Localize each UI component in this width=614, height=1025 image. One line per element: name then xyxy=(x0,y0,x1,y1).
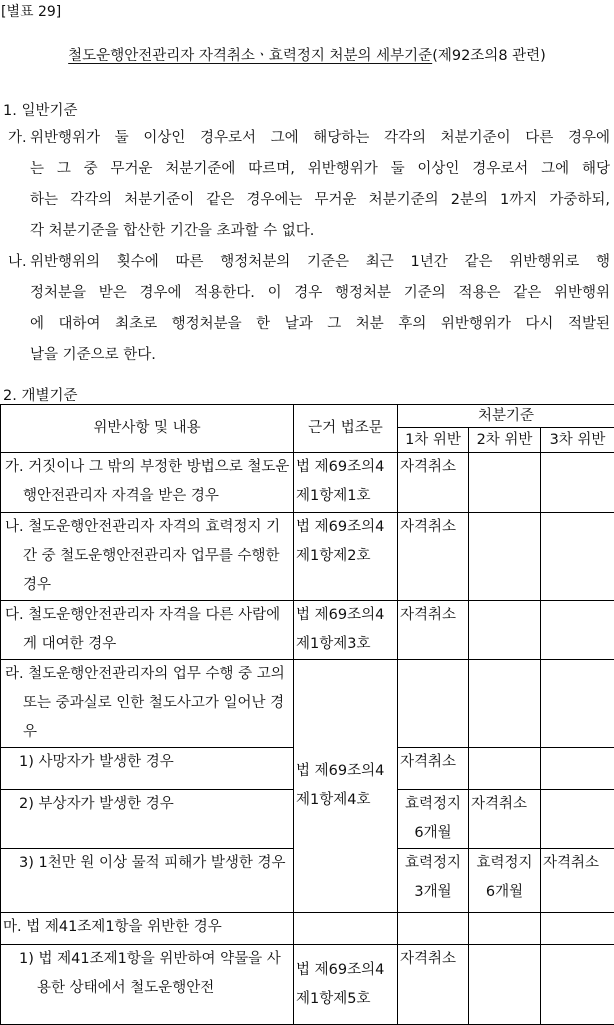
table-row xyxy=(1,660,614,748)
violation-cell xyxy=(1,513,294,601)
law-cell: 법 제69조의4 제1항제2호 xyxy=(294,513,398,601)
third-penalty-cell xyxy=(541,913,614,945)
text-line: 정처분을 받은 경우에 적용한다. 이 경우 행정처분 기준의 적용은 같은 위반행위 xyxy=(30,278,610,309)
item-marker: 가. xyxy=(8,123,30,247)
violation-cell: 마. 법 제41조제1항을 위반한 경우 xyxy=(1,913,294,945)
third-penalty-cell xyxy=(541,790,614,849)
violation-cell xyxy=(1,601,294,660)
second-penalty-cell xyxy=(469,601,541,660)
text-line: 에 대하여 최초로 행정처분을 한 날과 그 처분 후의 위반행위가 다시 적발된 xyxy=(30,309,610,340)
violation-text: 가. 거짓이나 그 밖의 부정한 방법으로 철도운행안전관리자 자격을 받은 경우 xyxy=(3,453,291,511)
third-penalty-cell xyxy=(541,748,614,790)
law-cell: 법 제69조의4 제1항제5호 xyxy=(294,945,398,1025)
violation-text: 나. 철도운행안전관리자 자격의 효력정지 기간 중 철도운행안전관리자 업무를 수행한 경우 xyxy=(3,513,291,600)
second-penalty-cell xyxy=(469,748,541,790)
law-cell: 법 제69조의4 제1항제1호 xyxy=(294,453,398,513)
second-penalty-cell xyxy=(469,945,541,1025)
table-row xyxy=(1,601,614,660)
header-second: 2차 위반 xyxy=(469,428,541,453)
second-penalty-cell xyxy=(469,513,541,601)
item-marker: 나. xyxy=(8,247,30,371)
text-line: 하는 각각의 처분기준이 같은 경우에는 무거운 처분기준의 2분의 1까지 가중하되, xyxy=(30,185,610,216)
first-penalty-cell: 자격취소 xyxy=(398,513,469,601)
first-penalty-cell: 자격취소 xyxy=(398,945,469,1025)
third-penalty-cell xyxy=(541,453,614,513)
general-criteria xyxy=(8,123,610,371)
text-line: 는 그 중 무거운 처분기준에 따르며, 위반행위가 둘 이상인 경우로서 그에 해당 xyxy=(30,154,610,185)
violation-cell xyxy=(1,453,294,513)
law-cell xyxy=(294,913,398,945)
table-row xyxy=(1,945,614,1025)
violation-text: 3) 1천만 원 이상 물적 피해가 발생한 경우 xyxy=(19,849,291,878)
law-cell: 법 제69조의4 제1항제3호 xyxy=(294,601,398,660)
second-penalty-cell xyxy=(469,913,541,945)
violation-cell xyxy=(1,849,294,913)
law-cell: 법 제69조의4 제1항제4호 xyxy=(294,660,398,913)
text-line: 위반행위의 횟수에 따른 행정처분의 기준은 최근 1년간 같은 위반행위로 행 xyxy=(30,247,610,278)
general-item-ga xyxy=(8,123,610,247)
third-penalty-cell xyxy=(541,660,614,748)
first-penalty-cell: 자격취소 xyxy=(398,748,469,790)
text-line: 위반행위가 둘 이상인 경우로서 그에 해당하는 각각의 처분기준이 다른 경우에 xyxy=(30,123,610,154)
violation-cell: 1) 사망자가 발생한 경우 xyxy=(1,748,294,790)
second-penalty-cell: 효력정지 6개월 xyxy=(469,849,541,913)
violation-cell xyxy=(1,660,294,748)
first-penalty-cell xyxy=(398,660,469,748)
table-row xyxy=(1,513,614,601)
violation-text: 1) 법 제41조제1항을 위반하여 약물을 사용한 상태에서 철도운행안전 xyxy=(19,945,291,1003)
first-penalty-cell: 자격취소 xyxy=(398,453,469,513)
third-penalty-cell xyxy=(541,513,614,601)
general-item-na xyxy=(8,247,610,371)
header-violation: 위반사항 및 내용 xyxy=(1,405,294,453)
violation-cell xyxy=(1,945,294,1025)
title-main: 철도운행안전관리자 자격취소ㆍ효력정지 처분의 세부기준 xyxy=(68,48,432,64)
header-law: 근거 법조문 xyxy=(294,405,398,453)
first-penalty-cell xyxy=(398,913,469,945)
second-penalty-cell xyxy=(469,453,541,513)
header-third: 3차 위반 xyxy=(541,428,614,453)
title-reference: (제92조의8 관련) xyxy=(432,48,546,64)
third-penalty-cell xyxy=(541,945,614,1025)
section-individual-heading: 2. 개별기준 xyxy=(3,384,77,405)
document-title xyxy=(0,44,614,65)
first-penalty-cell: 효력정지 3개월 xyxy=(398,849,469,913)
table-row xyxy=(1,913,614,945)
third-penalty-cell: 자격취소 xyxy=(541,849,614,913)
table-row xyxy=(1,453,614,513)
second-penalty-cell: 자격취소 xyxy=(469,790,541,849)
third-penalty-cell xyxy=(541,601,614,660)
violation-text: 라. 철도운행안전관리자의 업무 수행 중 고의 또는 중과실로 인한 철도사고가 일어난 경우 xyxy=(3,660,291,747)
text-line: 날을 기준으로 한다. xyxy=(30,340,610,371)
appendix-tag: [별표 29] xyxy=(1,1,61,21)
penalty-table xyxy=(0,404,614,1025)
header-first: 1차 위반 xyxy=(398,428,469,453)
first-penalty-cell: 효력정지 6개월 xyxy=(398,790,469,849)
section-general-heading: 1. 일반기준 xyxy=(3,99,77,120)
table-header-row xyxy=(1,405,614,428)
text-line: 각 처분기준을 합산한 기간을 초과할 수 없다. xyxy=(30,216,610,247)
first-penalty-cell: 자격취소 xyxy=(398,601,469,660)
header-penalty: 처분기준 xyxy=(398,405,614,428)
second-penalty-cell xyxy=(469,660,541,748)
violation-cell: 2) 부상자가 발생한 경우 xyxy=(1,790,294,849)
violation-text: 다. 철도운행안전관리자 자격을 다른 사람에게 대여한 경우 xyxy=(3,601,291,659)
